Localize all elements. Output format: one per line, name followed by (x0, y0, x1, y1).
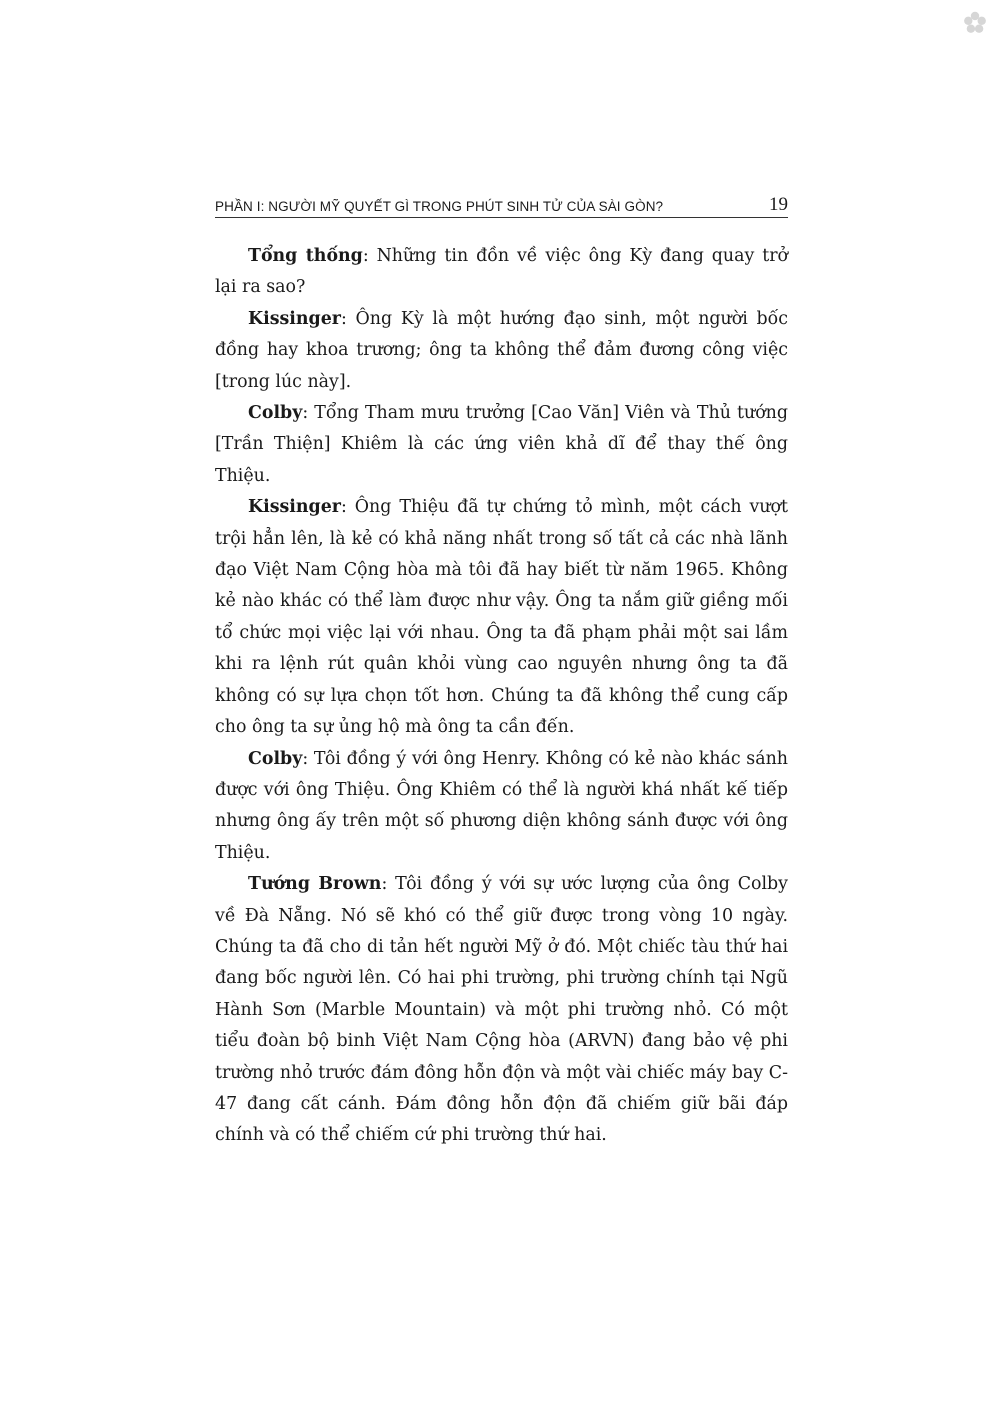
paragraph-text: : Tôi đồng ý với sự ước lượng của ông Colby về Đà Nẵng. Nó sẽ khó có thể giữ được trong vòng 10 ngày. Chúng ta đã cho di tản hết người Mỹ ở đó. Một chiếc tàu thứ hai đang bốc người lên. Có hai phi trường, phi trường chính tại Ngũ Hành Sơn (Marble Mountain) và một phi trường nhỏ. Có một tiểu đoàn bộ binh Việt Nam Cộng hòa (ARVN) đang bảo vệ phi trường nhỏ trước đám đông hỗn độn và một vài chiếc máy bay C-47 đang cất cánh. Đám đông hỗn độn đã chiếm giữ bãi đáp chính và có thể chiếm cứ phi trường thứ hai. (215, 874, 788, 1146)
speaker-name: Tổng thống (248, 246, 363, 266)
speaker-name: Kissinger (248, 497, 341, 518)
running-head: PHẦN I: NGƯỜI MỸ QUYẾT GÌ TRONG PHÚT SINH TỬ CỦA SÀI GÒN? (215, 199, 664, 214)
paragraph-text: : Tôi đồng ý với ông Henry. Không có kẻ nào khác sánh được với ông Thiệu. Ông Khiêm có thể là người khá nhất kế tiếp nhưng ông ấy trên một số phương diện không sánh được với ông Thiệu. (215, 748, 788, 863)
paragraph (215, 304, 788, 398)
page-number: 19 (769, 194, 788, 215)
paragraph (215, 492, 788, 743)
paragraph (215, 869, 788, 1152)
paragraph-text: : Ông Kỳ là một hướng đạo sinh, một người bốc đồng hay khoa trương; ông ta không thể đảm đương công việc [trong lúc này]. (215, 308, 788, 392)
body-text (215, 241, 788, 1152)
speaker-name: Tướng Brown (248, 874, 382, 895)
paragraph (215, 398, 788, 492)
paragraph-text: : Ông Thiệu đã tự chứng tỏ mình, một cách vượt trội hẳn lên, là kẻ có khả năng nhất trong số tất cả các nhà lãnh đạo Việt Nam Cộng hòa mà tôi đã hay biết từ năm 1965. Không kẻ nào khác có thể làm được như vậy. Ông ta nắm giữ giềng mối tổ chức mọi việc lại với nhau. Ông ta đã phạm phải một sai lầm khi ra lệnh rút quân khỏi vùng cao nguyên nhưng ông ta đã không có sự lựa chọn tốt hơn. Chúng ta đã không thể cung cấp cho ông ta sự ủng hộ mà ông ta cần đến. (215, 497, 788, 738)
paragraph-text: : Những tin đồn về việc ông Kỳ đang quay trở lại ra sao? (215, 246, 788, 298)
paragraph-text: : Tổng Tham mưu trưởng [Cao Văn] Viên và Thủ tướng [Trần Thiện] Khiêm là các ứng viên khả dĩ để thay thế ông Thiệu. (215, 403, 788, 486)
page-header (215, 190, 788, 218)
speaker-name: Kissinger (248, 308, 341, 329)
speaker-name: Colby (248, 403, 303, 424)
paragraph (215, 744, 788, 870)
paragraph (215, 241, 788, 304)
speaker-name: Colby (248, 748, 303, 769)
flower-icon (962, 10, 988, 36)
